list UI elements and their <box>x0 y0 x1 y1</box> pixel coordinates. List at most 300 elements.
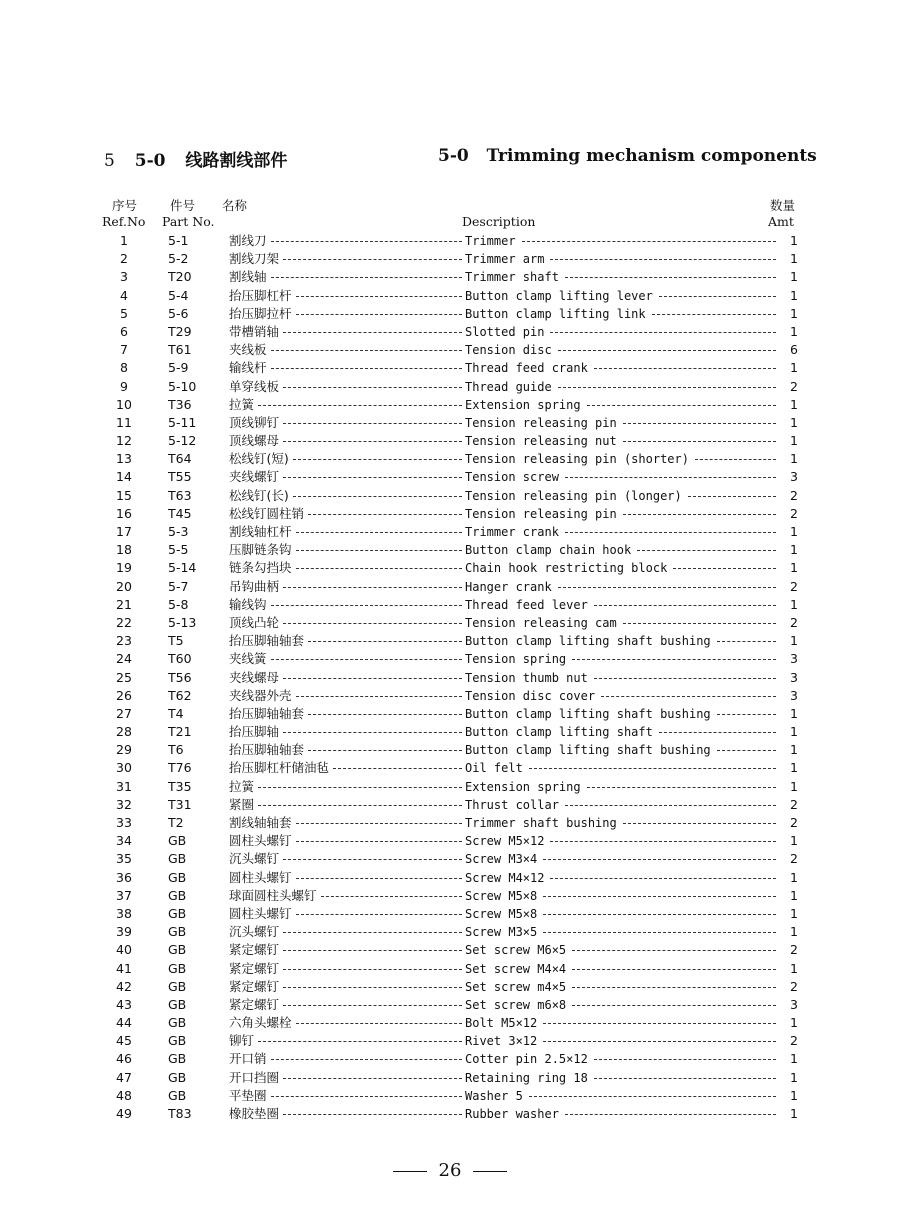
amount: 1 <box>778 396 798 414</box>
description: Thread guide <box>465 378 552 396</box>
header-amt-en: Amt <box>768 214 794 229</box>
leader-line <box>543 896 776 897</box>
name-cn: 平垫圈 <box>229 1087 267 1105</box>
description: Rubber washer <box>465 1105 559 1123</box>
ref-number: 8 <box>120 360 128 376</box>
leader-line <box>543 859 776 860</box>
amount: 1 <box>778 232 798 250</box>
part-number: 5-4 <box>168 287 189 303</box>
part-number: GB <box>168 978 187 994</box>
amount: 1 <box>778 414 798 432</box>
part-number: T83 <box>168 1106 192 1121</box>
name-cn: 橡胶垫圈 <box>229 1105 279 1123</box>
leader-line <box>601 696 776 697</box>
name-cn: 单穿线板 <box>229 378 279 396</box>
ref-number: 25 <box>116 669 132 685</box>
leader-line <box>258 805 462 806</box>
leader-line <box>572 950 776 951</box>
description: Trimmer <box>465 232 516 250</box>
description: Tension releasing pin (shorter) <box>465 450 689 468</box>
leader-line <box>283 678 462 679</box>
amount: 1 <box>778 960 798 978</box>
amount: 1 <box>778 705 798 723</box>
leader-line <box>296 696 462 697</box>
leader-line <box>572 969 776 970</box>
part-number: 5-5 <box>168 542 189 558</box>
leader-line <box>283 332 462 333</box>
amount: 3 <box>778 468 798 486</box>
ref-number: 12 <box>116 433 132 449</box>
table-row <box>0 1014 900 1032</box>
name-cn: 沉头螺钉 <box>229 850 279 868</box>
part-number: GB <box>168 851 187 867</box>
ref-number: 30 <box>116 760 132 776</box>
name-cn: 铆钉 <box>229 1032 254 1050</box>
description: Button clamp lifting shaft bushing <box>465 632 711 650</box>
leader-line <box>637 550 776 551</box>
description: Trimmer shaft bushing <box>465 814 617 832</box>
leader-line <box>594 368 776 369</box>
part-number: T45 <box>168 505 192 521</box>
ref-number: 41 <box>116 960 132 976</box>
amount: 1 <box>778 778 798 796</box>
table-row <box>0 705 900 723</box>
name-cn: 带槽销轴 <box>229 323 279 341</box>
name-cn: 圆柱头螺钉 <box>229 832 292 850</box>
amount: 1 <box>778 1087 798 1105</box>
description: Button clamp lifting shaft bushing <box>465 705 711 723</box>
leader-line <box>258 787 462 788</box>
name-cn: 输线钩 <box>229 596 267 614</box>
ref-number: 32 <box>116 796 132 812</box>
ref-number: 7 <box>120 342 128 358</box>
part-number: 5-14 <box>168 560 197 576</box>
description: Bolt M5×12 <box>465 1014 537 1032</box>
leader-line <box>717 714 776 715</box>
amount: 1 <box>778 250 798 268</box>
table-row <box>0 723 900 741</box>
name-cn: 割线刀 <box>229 232 267 250</box>
name-cn: 松线钉(长) <box>229 487 289 505</box>
name-cn: 割线轴杠杆 <box>229 523 292 541</box>
name-cn: 抬压脚轴轴套 <box>229 741 304 759</box>
leader-line <box>283 1114 462 1115</box>
name-cn: 抬压脚轴 <box>229 723 279 741</box>
name-cn: 夹线板 <box>229 341 267 359</box>
leader-line <box>283 932 462 933</box>
leader-line <box>296 878 462 879</box>
leader-line <box>296 914 462 915</box>
table-row <box>0 887 900 905</box>
leader-line <box>572 659 776 660</box>
leader-line <box>550 878 776 879</box>
leader-line <box>296 532 462 533</box>
header-part-en: Part No. <box>162 214 215 229</box>
leader-line <box>321 896 462 897</box>
section-title-en: Trimming mechanism components <box>486 146 817 166</box>
amount: 1 <box>778 523 798 541</box>
part-number: T62 <box>168 687 192 703</box>
leader-line <box>659 732 776 733</box>
amount: 2 <box>778 505 798 523</box>
section-title-cn: 线路割线部件 <box>185 151 288 171</box>
description: Extension spring <box>465 396 581 414</box>
name-cn: 输线杆 <box>229 359 267 377</box>
table-row <box>0 268 900 286</box>
table-row <box>0 650 900 668</box>
table-row <box>0 614 900 632</box>
table-row <box>0 687 900 705</box>
table-row <box>0 250 900 268</box>
leader-line <box>594 678 776 679</box>
table-row <box>0 450 900 468</box>
name-cn: 链条勾挡块 <box>229 559 292 577</box>
leader-line <box>258 405 462 406</box>
leader-line <box>572 987 776 988</box>
description: Button clamp lifting shaft <box>465 723 653 741</box>
part-number: GB <box>168 905 187 921</box>
leader-line <box>543 1041 776 1042</box>
table-row <box>0 578 900 596</box>
page-footer <box>0 1160 900 1181</box>
name-cn: 夹线螺母 <box>229 669 279 687</box>
description: Oil felt <box>465 759 523 777</box>
section-code-cn: 5-0 <box>134 151 166 171</box>
part-number: 5-8 <box>168 596 189 612</box>
name-cn: 紧定螺钉 <box>229 978 279 996</box>
header-ref-cn: 序号 <box>112 198 138 213</box>
amount: 1 <box>778 832 798 850</box>
leader-line <box>308 641 462 642</box>
leader-line <box>594 605 776 606</box>
amount: 1 <box>778 887 798 905</box>
ref-number: 23 <box>116 633 132 649</box>
leader-line <box>308 750 462 751</box>
name-cn: 抬压脚杠杆储油毡 <box>229 759 329 777</box>
name-cn: 夹线簧 <box>229 650 267 668</box>
amount: 2 <box>778 941 798 959</box>
description: Button clamp chain hook <box>465 541 631 559</box>
part-number: T31 <box>168 796 192 812</box>
part-number: T4 <box>168 705 184 721</box>
ref-number: 47 <box>116 1069 132 1085</box>
part-number: GB <box>168 887 187 903</box>
ref-number: 24 <box>116 651 132 667</box>
ref-number: 21 <box>116 596 132 612</box>
name-cn: 紧定螺钉 <box>229 996 279 1014</box>
header-amt-cn: 数量 <box>770 198 796 213</box>
ref-number: 34 <box>116 833 132 849</box>
table-row <box>0 359 900 377</box>
amount: 1 <box>778 541 798 559</box>
leader-line <box>659 296 776 297</box>
description: Thread feed lever <box>465 596 588 614</box>
leader-line <box>529 768 776 769</box>
amount: 3 <box>778 669 798 687</box>
description: Set screw m4×5 <box>465 978 566 996</box>
table-row <box>0 468 900 486</box>
table-row <box>0 978 900 996</box>
part-number: T55 <box>168 469 192 485</box>
description: Tension releasing cam <box>465 614 617 632</box>
ref-number: 22 <box>116 614 132 630</box>
name-cn: 紧定螺钉 <box>229 960 279 978</box>
description: Tension disc cover <box>465 687 595 705</box>
leader-line <box>308 714 462 715</box>
leader-line <box>283 477 462 478</box>
name-cn: 割线刀架 <box>229 250 279 268</box>
amount: 1 <box>778 268 798 286</box>
part-number: GB <box>168 833 187 849</box>
description: Extension spring <box>465 778 581 796</box>
name-cn: 松线钉圆柱销 <box>229 505 304 523</box>
leader-line <box>550 259 776 260</box>
table-row <box>0 941 900 959</box>
leader-line <box>565 477 776 478</box>
leader-line <box>558 387 776 388</box>
leader-line <box>296 841 462 842</box>
ref-number: 20 <box>116 578 132 594</box>
leader-line <box>594 1059 776 1060</box>
ref-number: 37 <box>116 887 132 903</box>
part-number: 5-12 <box>168 433 197 449</box>
part-number: T20 <box>168 269 192 285</box>
ref-number: 44 <box>116 1015 132 1031</box>
name-cn: 拉簧 <box>229 778 254 796</box>
table-row <box>0 960 900 978</box>
table-row <box>0 1032 900 1050</box>
ref-number: 29 <box>116 742 132 758</box>
leader-line <box>271 350 462 351</box>
description: Set screw m6×8 <box>465 996 566 1014</box>
amount: 1 <box>778 759 798 777</box>
description: Thrust collar <box>465 796 559 814</box>
leader-line <box>283 623 462 624</box>
part-number: T56 <box>168 669 192 685</box>
description: Tension screw <box>465 468 559 486</box>
ref-number: 6 <box>120 323 128 339</box>
leader-line <box>565 277 776 278</box>
part-number: GB <box>168 1069 187 1085</box>
table-row <box>0 796 900 814</box>
part-number: 5-3 <box>168 524 189 539</box>
ref-number: 15 <box>116 487 132 503</box>
leader-line <box>543 1023 776 1024</box>
table-row <box>0 323 900 341</box>
leader-line <box>271 1096 462 1097</box>
description: Screw M4×12 <box>465 869 544 887</box>
amount: 1 <box>778 450 798 468</box>
table-row <box>0 414 900 432</box>
part-number: T6 <box>168 742 184 758</box>
part-number: T76 <box>168 760 192 776</box>
leader-line <box>283 387 462 388</box>
leader-line <box>308 514 462 515</box>
name-cn: 六角头螺栓 <box>229 1014 292 1032</box>
leader-line <box>283 732 462 733</box>
name-cn: 吊钩曲柄 <box>229 578 279 596</box>
description: Button clamp lifting link <box>465 305 646 323</box>
part-number: GB <box>168 960 187 976</box>
parts-table <box>0 232 900 1123</box>
description: Screw M3×5 <box>465 923 537 941</box>
ref-number: 48 <box>116 1087 132 1103</box>
name-cn: 开口挡圈 <box>229 1069 279 1087</box>
amount: 1 <box>778 359 798 377</box>
ref-number: 4 <box>120 287 128 303</box>
description: Tension releasing pin <box>465 505 617 523</box>
part-number: GB <box>168 1087 187 1103</box>
part-number: T64 <box>168 451 192 467</box>
leader-line <box>688 496 776 497</box>
leader-line <box>623 823 776 824</box>
part-number: 5-11 <box>168 414 197 430</box>
part-number: T36 <box>168 396 192 412</box>
part-number: 5-10 <box>168 378 197 394</box>
name-cn: 松线钉(短) <box>229 450 289 468</box>
ref-number: 46 <box>116 1051 132 1067</box>
name-cn: 紧圈 <box>229 796 254 814</box>
description: Tension releasing pin (longer) <box>465 487 682 505</box>
header-name-cn: 名称 <box>222 198 248 213</box>
leader-line <box>565 1114 776 1115</box>
leader-line <box>296 550 462 551</box>
ref-number: 27 <box>116 705 132 721</box>
description: Cotter pin 2.5×12 <box>465 1050 588 1068</box>
part-number: 5-9 <box>168 360 189 376</box>
leader-line <box>565 805 776 806</box>
name-cn: 抬压脚轴轴套 <box>229 632 304 650</box>
description: Tension spring <box>465 650 566 668</box>
leader-line <box>558 587 776 588</box>
amount: 6 <box>778 341 798 359</box>
name-cn: 压脚链条钩 <box>229 541 292 559</box>
name-cn: 紧定螺钉 <box>229 941 279 959</box>
table-row <box>0 778 900 796</box>
description: Trimmer crank <box>465 523 559 541</box>
leader-line <box>293 496 462 497</box>
leader-line <box>522 241 776 242</box>
table-row <box>0 741 900 759</box>
part-number: GB <box>168 1015 187 1031</box>
table-row <box>0 505 900 523</box>
table-row <box>0 850 900 868</box>
ref-number: 19 <box>116 560 132 576</box>
leader-line <box>652 314 776 315</box>
leader-line <box>283 587 462 588</box>
ref-number: 2 <box>120 251 128 267</box>
name-cn: 割线轴轴套 <box>229 814 292 832</box>
leader-line <box>271 605 462 606</box>
table-row <box>0 305 900 323</box>
leader-line <box>695 459 776 460</box>
description: Screw M5×8 <box>465 905 537 923</box>
description: Rivet 3×12 <box>465 1032 537 1050</box>
amount: 2 <box>778 614 798 632</box>
amount: 2 <box>778 978 798 996</box>
part-number: T21 <box>168 724 192 740</box>
header-part-cn: 件号 <box>170 198 196 213</box>
table-row <box>0 923 900 941</box>
amount: 1 <box>778 869 798 887</box>
leader-line <box>296 823 462 824</box>
leader-line <box>283 969 462 970</box>
table-row <box>0 396 900 414</box>
leader-line <box>623 423 776 424</box>
amount: 1 <box>778 559 798 577</box>
description: Button clamp lifting shaft bushing <box>465 741 711 759</box>
table-row <box>0 559 900 577</box>
description: Washer 5 <box>465 1087 523 1105</box>
description: Set screw M6×5 <box>465 941 566 959</box>
page-title-en <box>438 146 817 166</box>
ref-number: 49 <box>116 1106 132 1121</box>
ref-number: 11 <box>116 414 132 430</box>
leader-line <box>296 296 462 297</box>
part-number: 5-6 <box>168 305 189 321</box>
amount: 2 <box>778 578 798 596</box>
amount: 1 <box>778 1014 798 1032</box>
name-cn: 顶线螺母 <box>229 432 279 450</box>
part-number: GB <box>168 869 187 885</box>
description: Chain hook restricting block <box>465 559 667 577</box>
ref-number: 17 <box>116 524 132 539</box>
amount: 2 <box>778 796 798 814</box>
amount: 1 <box>778 1105 798 1123</box>
amount: 1 <box>778 1050 798 1068</box>
amount: 1 <box>778 305 798 323</box>
description: Button clamp lifting lever <box>465 287 653 305</box>
ref-number: 42 <box>116 978 132 994</box>
table-row <box>0 632 900 650</box>
page-title-cn <box>104 146 287 171</box>
description: Set screw M4×4 <box>465 960 566 978</box>
leader-line <box>258 1041 462 1042</box>
leader-line <box>283 1078 462 1079</box>
part-number: T60 <box>168 651 192 667</box>
leader-line <box>283 423 462 424</box>
ref-number: 35 <box>116 851 132 867</box>
amount: 3 <box>778 687 798 705</box>
name-cn: 夹线螺钉 <box>229 468 279 486</box>
description: Screw M5×12 <box>465 832 544 850</box>
name-cn: 圆柱头螺钉 <box>229 905 292 923</box>
table-row <box>0 1105 900 1123</box>
description: Tension releasing pin <box>465 414 617 432</box>
leader-line <box>283 441 462 442</box>
leader-line <box>623 514 776 515</box>
amount: 1 <box>778 323 798 341</box>
leader-line <box>283 859 462 860</box>
description: Screw M3×4 <box>465 850 537 868</box>
table-row <box>0 523 900 541</box>
name-cn: 割线轴 <box>229 268 267 286</box>
table-row <box>0 759 900 777</box>
header-ref-en: Ref.No <box>102 214 146 229</box>
description: Thread feed crank <box>465 359 588 377</box>
ref-number: 1 <box>120 233 128 248</box>
part-number: T2 <box>168 815 184 830</box>
leader-line <box>623 623 776 624</box>
leader-line <box>283 1005 462 1006</box>
ref-number: 28 <box>116 724 132 740</box>
leader-line <box>283 950 462 951</box>
table-row <box>0 1069 900 1087</box>
ref-number: 43 <box>116 996 132 1012</box>
name-cn: 抬压脚杠杆 <box>229 287 292 305</box>
footer-rule-right <box>473 1171 507 1172</box>
name-cn: 抬压脚轴轴套 <box>229 705 304 723</box>
